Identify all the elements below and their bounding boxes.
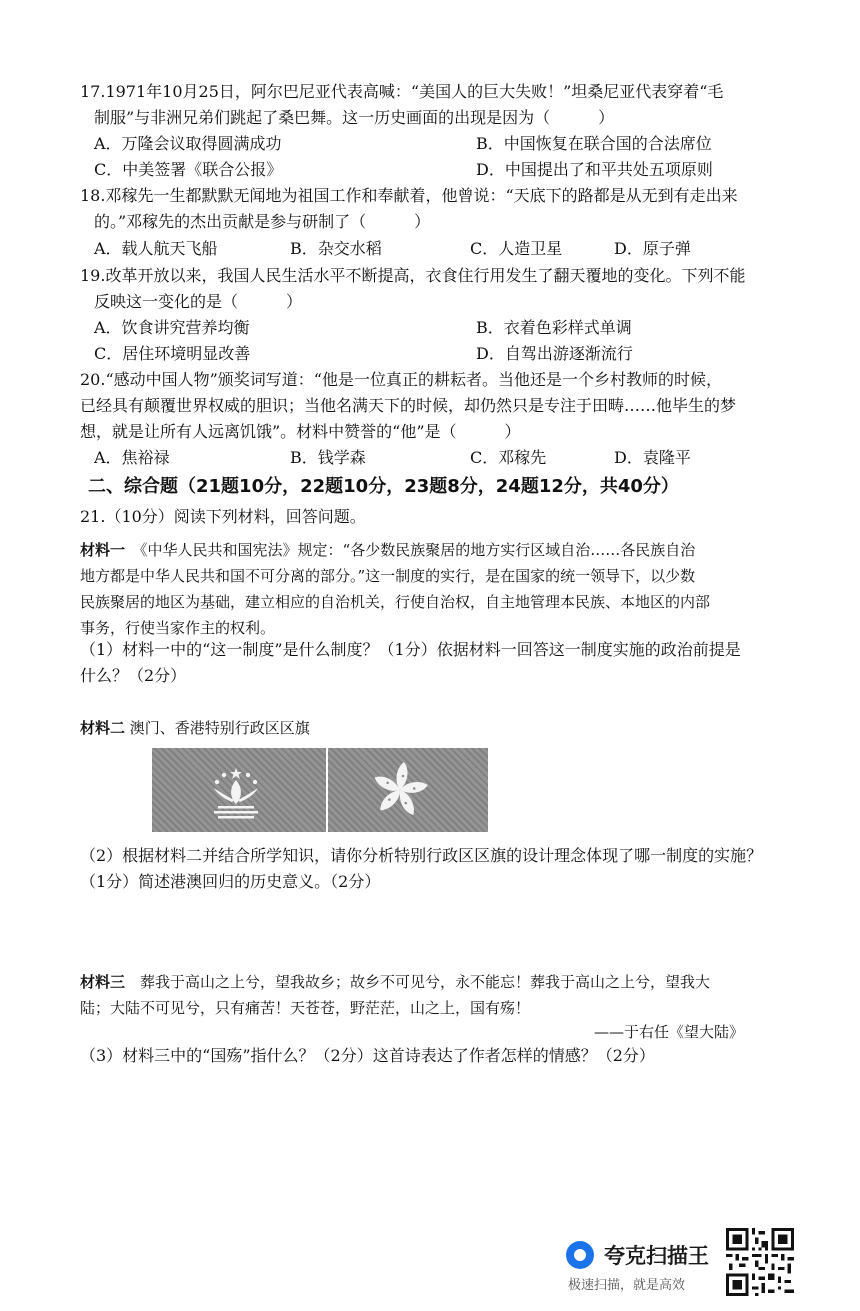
material-2-text: 澳门、香港特别行政区区旗 bbox=[129, 719, 310, 737]
q17-stem-line1: 17.1971年10月25日，阿尔巴尼亚代表高喊：“美国人的巨大失败！”坦桑尼亚代表穿着“毛 bbox=[80, 82, 724, 101]
material-1-line2: 地方都是中华人民共和国不可分离的部分。”这一制度的实行，是在国家的统一领导下，以少数 bbox=[80, 567, 696, 585]
q19-option-c: C．居住环境明显改善 bbox=[94, 344, 251, 363]
material-1-line4: 事务，行使当家作主的权利。 bbox=[80, 619, 276, 637]
q20-option-b: B．钱学森 bbox=[290, 448, 366, 467]
hongkong-flag-icon bbox=[328, 748, 488, 832]
q19-stem-line1: 19.改革开放以来，我国人民生活水平不断提高，衣食住行用发生了翻天覆地的变化。下列不能 bbox=[80, 266, 746, 285]
q19-option-b: B．衣着色彩样式单调 bbox=[476, 318, 632, 337]
q18-stem-line1: 18.邓稼先一生都默默无闻地为祖国工作和奉献着，他曾说：“天底下的路都是从无到有走出来 bbox=[80, 186, 738, 205]
material-2-caption bbox=[80, 716, 310, 740]
q18-option-d: D．原子弹 bbox=[614, 239, 691, 258]
material-3-line2: 陆；大陆不可见兮，只有痛苦！天苍苍，野茫茫，山之上，国有殇！ bbox=[80, 999, 531, 1017]
watermark-brand-name: 夸克扫描王 bbox=[604, 1244, 709, 1268]
q17-stem-line2: 制服”与非洲兄弟们跳起了桑巴舞。这一历史画面的出现是因为（ ） bbox=[94, 108, 615, 127]
q21-sub3-line1: （3）材料三中的“国殇”指什么？（2分）这首诗表达了作者怎样的情感？（2分） bbox=[80, 1046, 655, 1065]
q18-option-c: C．人造卫星 bbox=[470, 239, 563, 258]
q20-stem-line1: 20.“感动中国人物”颁奖词写道：“他是一位真正的耕耘者。当他还是一个乡村教师的时候， bbox=[80, 370, 722, 389]
q20-option-a: A．焦裕禄 bbox=[94, 448, 170, 467]
material-3-text: 葬我于高山之上兮，望我故乡；故乡不可见兮，永不能忘！葬我于高山之上兮，望我大 bbox=[140, 973, 711, 991]
hongkong-flag-image bbox=[328, 748, 488, 832]
q21-sub1-line1: （1）材料一中的“这一制度”是什么制度？（1分）依据材料一回答这一制度实施的政治前提是 bbox=[80, 640, 741, 659]
q18-option-b: B．杂交水稻 bbox=[290, 239, 382, 258]
q18-option-a: A．载人航天飞船 bbox=[94, 239, 218, 258]
q21-intro: 21.（10分）阅读下列材料，回答问题。 bbox=[80, 507, 366, 526]
q20-option-c: C．邓稼先 bbox=[470, 448, 547, 467]
material-3-label: 材料三 bbox=[80, 973, 126, 991]
macau-flag-icon bbox=[152, 748, 326, 832]
q20-option-d: D．袁隆平 bbox=[614, 448, 691, 467]
q21-sub1-line2: 什么？（2分） bbox=[80, 666, 187, 685]
qr-code-icon bbox=[726, 1228, 794, 1296]
material-1-label: 材料一 bbox=[80, 541, 126, 559]
q21-sub2-line2: （1分）简述港澳回归的历史意义。（2分） bbox=[80, 872, 381, 891]
material-1-line1 bbox=[80, 538, 695, 562]
q19-option-d: D．自驾出游逐渐流行 bbox=[476, 344, 633, 363]
q20-stem-line3: 想，就是让所有人远离饥饿”。材料中赞誉的“他”是（ ） bbox=[80, 422, 521, 441]
q17-option-a: A．万隆会议取得圆满成功 bbox=[94, 134, 282, 153]
q17-option-b: B．中国恢复在联合国的合法席位 bbox=[476, 134, 712, 153]
material-3-line1 bbox=[80, 970, 710, 994]
material-3-source: ——于右任《望大陆》 bbox=[594, 1023, 745, 1041]
q19-stem-line2: 反映这一变化的是（ ） bbox=[94, 292, 303, 311]
q17-option-d: D．中国提出了和平共处五项原则 bbox=[476, 160, 713, 179]
section-heading: 二、综合题（21题10分，22题10分，23题8分，24题12分，共40分） bbox=[88, 476, 679, 497]
q21-sub2-line1: （2）根据材料二并结合所学知识，请你分析特别行政区区旗的设计理念体现了哪一制度的实施？ bbox=[80, 846, 763, 865]
q19-option-a: A．饮食讲究营养均衡 bbox=[94, 318, 250, 337]
quark-logo-icon bbox=[566, 1241, 594, 1269]
q17-option-c: C．中美签署《联合公报》 bbox=[94, 160, 283, 179]
q18-stem-line2: 的。”邓稼先的杰出贡献是参与研制了（ ） bbox=[94, 212, 431, 231]
material-2-label: 材料二 bbox=[80, 719, 126, 737]
watermark-slogan: 极速扫描，就是高效 bbox=[568, 1278, 686, 1293]
q20-stem-line2: 已经具有颠覆世界权威的胆识；当他名满天下的时候，却仍然只是专注于田畴……他毕生的梦 bbox=[80, 396, 737, 415]
material-1-text: 《中华人民共和国宪法》规定：“各少数民族聚居的地方实行区域自治……各民族自治 bbox=[140, 541, 696, 559]
scanner-watermark bbox=[566, 1238, 716, 1298]
material-1-line3: 民族聚居的地区为基础，建立相应的自治机关，行使自治权，自主地管理本民族、本地区的内部 bbox=[80, 593, 711, 611]
macau-flag-image bbox=[152, 748, 326, 832]
